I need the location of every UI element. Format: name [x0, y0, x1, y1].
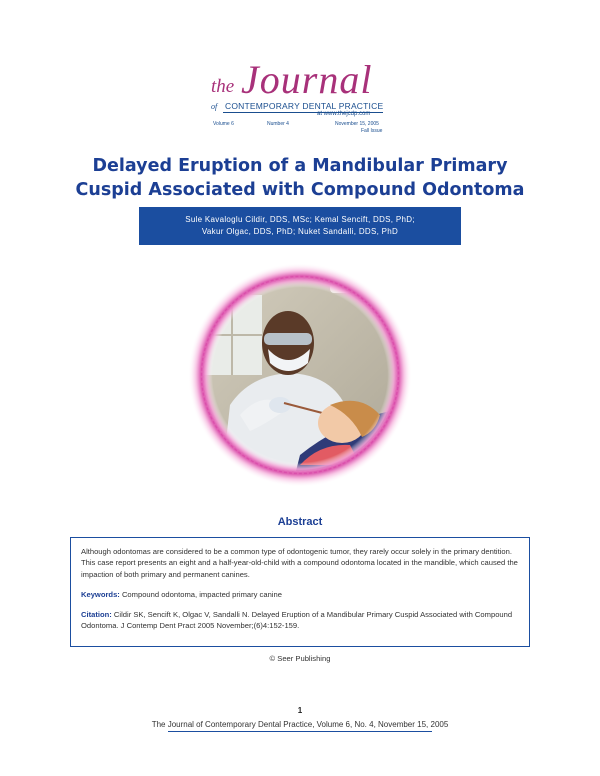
citation-paragraph [81, 609, 519, 632]
footer-underline [168, 731, 432, 732]
logo-journal: Journal [241, 57, 373, 102]
dentist-photo [180, 255, 420, 495]
keywords-label: Keywords: [81, 589, 120, 599]
journal-logo [209, 58, 393, 138]
citation-label: Citation: [81, 610, 112, 620]
abstract-heading: Abstract [277, 516, 323, 528]
copyright-notice: © Seer Publishing [269, 654, 331, 663]
title-line-2: Cuspid Associated with Compound Odontoma [75, 180, 525, 200]
abstract-box [70, 537, 530, 647]
logo-issue: Fall Issue [361, 128, 383, 134]
logo-url: at www.thejcdp.com [317, 111, 371, 117]
page-number: 1 [297, 706, 303, 715]
logo-the: the [211, 76, 235, 97]
authors-band [139, 207, 461, 245]
article-title [40, 154, 560, 202]
authors-line-1: Sule Kavaloglu Cildir, DDS, MSc; Kemal Sencift, DDS, PhD; [185, 215, 415, 224]
title-line-1: Delayed Eruption of a Mandibular Primary [92, 156, 508, 176]
citation-text: Cildir SK, Sencift K, Olgac V, Sandalli N. Delayed Eruption of a Mandibular Primary Cuspid Associated with Compound Odontoma. J Contemp Dent Pract 2005 November;(6)4:152-159. [81, 610, 513, 631]
page-footer: The Journal of Contemporary Dental Practice, Volume 6, No. 4, November 15, 2005 [151, 720, 449, 729]
logo-number: Number 4 [267, 121, 289, 127]
logo-volume: Volume 6 [213, 121, 234, 127]
logo-of: of [211, 102, 218, 111]
logo-journal-name: CONTEMPORARY DENTAL PRACTICE [225, 101, 384, 111]
keywords-paragraph [81, 589, 519, 600]
abstract-body: Although odontomas are considered to be a common type of odontogenic tumor, they rarely occur solely in the primary dentition. This case report presents an eight and a half-year-old-child with a compound odontoma located in the mandible, which caused the impaction of both primary and permanent canines. [81, 547, 518, 579]
logo-date: November 15, 2005 [335, 121, 379, 127]
keywords-text: Compound odontoma, impacted primary canine [121, 589, 282, 599]
authors-line-2: Vakur Olgac, DDS, PhD; Nuket Sandalli, DDS, PhD [201, 227, 399, 236]
